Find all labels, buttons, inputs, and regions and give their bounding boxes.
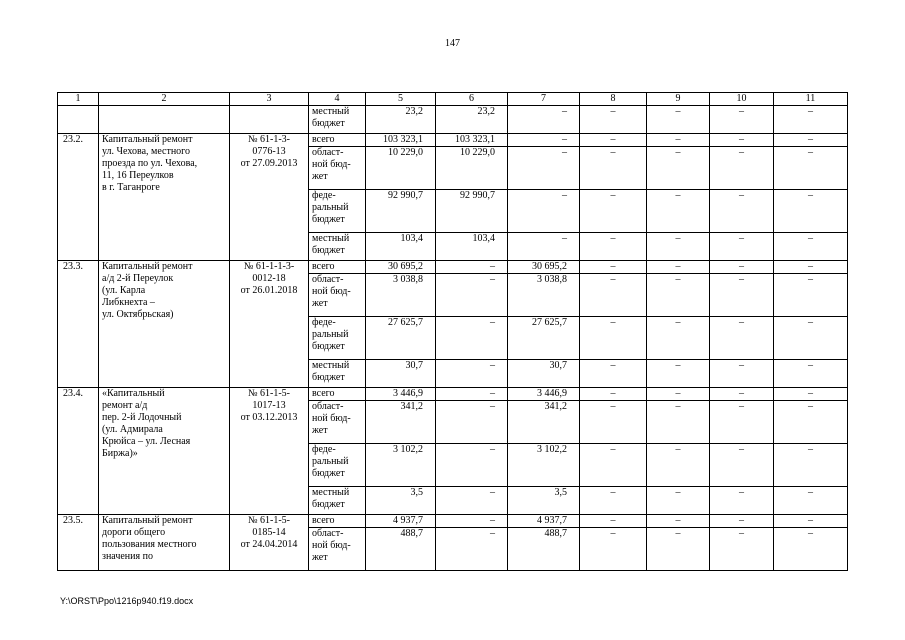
amount-cell: 3,5: [366, 487, 436, 515]
table-row: [58, 134, 848, 147]
amount-cell: –: [436, 317, 508, 360]
dash-cell: –: [710, 401, 774, 444]
dash-cell: –: [710, 190, 774, 233]
header-cell: 4: [309, 93, 366, 106]
item-document: № 61-1-5- 1017-13 от 03.12.2013: [230, 388, 309, 515]
funding-source: всего: [309, 134, 366, 147]
empty-cell: [58, 106, 99, 134]
item-document: № 61-1-5- 0185-14 от 24.04.2014: [230, 515, 309, 571]
amount-cell: 103,4: [436, 233, 508, 261]
dash-cell: –: [774, 388, 848, 401]
amount-cell: –: [508, 106, 580, 134]
amount-cell: 23,2: [436, 106, 508, 134]
dash-cell: –: [774, 134, 848, 147]
item-name: «Капитальный ремонт а/д пер. 2-й Лодочный (ул. Адмирала Крюйса – ул. Лесная Биржа)»: [99, 388, 230, 515]
amount-cell: 103 323,1: [366, 134, 436, 147]
dash-cell: –: [710, 360, 774, 388]
amount-cell: –: [436, 274, 508, 317]
funding-source: област- ной бюд- жет: [309, 401, 366, 444]
amount-cell: –: [436, 388, 508, 401]
funding-source: всего: [309, 515, 366, 528]
amount-cell: 103,4: [366, 233, 436, 261]
amount-cell: 30 695,2: [508, 261, 580, 274]
funding-source: област- ной бюд- жет: [309, 528, 366, 571]
amount-cell: 4 937,7: [508, 515, 580, 528]
dash-cell: –: [710, 261, 774, 274]
dash-cell: –: [647, 134, 710, 147]
amount-cell: –: [508, 134, 580, 147]
amount-cell: 3,5: [508, 487, 580, 515]
amount-cell: 3 038,8: [366, 274, 436, 317]
table-body: [58, 106, 848, 571]
table-row: [58, 261, 848, 274]
empty-cell: [99, 106, 230, 134]
amount-cell: 30 695,2: [366, 261, 436, 274]
dash-cell: –: [774, 487, 848, 515]
item-name: Капитальный ремонт дороги общего пользования местного значения по: [99, 515, 230, 571]
dash-cell: –: [710, 134, 774, 147]
dash-cell: –: [774, 401, 848, 444]
budget-table: [57, 92, 848, 571]
amount-cell: –: [436, 444, 508, 487]
header-cell: 11: [774, 93, 848, 106]
funding-source: местный бюджет: [309, 487, 366, 515]
dash-cell: –: [647, 487, 710, 515]
item-document: № 61-1-3- 0776-13 от 27.09.2013: [230, 134, 309, 261]
dash-cell: –: [647, 528, 710, 571]
header-cell: 3: [230, 93, 309, 106]
empty-cell: [230, 106, 309, 134]
amount-cell: 3 446,9: [508, 388, 580, 401]
header-cell: 5: [366, 93, 436, 106]
dash-cell: –: [710, 487, 774, 515]
dash-cell: –: [580, 444, 647, 487]
funding-source: феде- ральный бюджет: [309, 190, 366, 233]
dash-cell: –: [774, 233, 848, 261]
dash-cell: –: [774, 317, 848, 360]
amount-cell: 30,7: [508, 360, 580, 388]
header-cell: 8: [580, 93, 647, 106]
dash-cell: –: [580, 528, 647, 571]
amount-cell: 103 323,1: [436, 134, 508, 147]
dash-cell: –: [710, 233, 774, 261]
item-document: № 61-1-1-3- 0012-18 от 26.01.2018: [230, 261, 309, 388]
amount-cell: –: [436, 487, 508, 515]
dash-cell: –: [580, 317, 647, 360]
dash-cell: –: [580, 106, 647, 134]
funding-source: местный бюджет: [309, 106, 366, 134]
item-name: Капитальный ремонт ул. Чехова, местного проезда по ул. Чехова, 11, 16 Переулков в г. Таганроге: [99, 134, 230, 261]
header-cell: 9: [647, 93, 710, 106]
table-row: [58, 515, 848, 528]
table-row: [58, 388, 848, 401]
amount-cell: 27 625,7: [508, 317, 580, 360]
amount-cell: 23,2: [366, 106, 436, 134]
item-number: 23.3.: [58, 261, 99, 388]
amount-cell: 30,7: [366, 360, 436, 388]
amount-cell: 3 102,2: [508, 444, 580, 487]
item-name: Капитальный ремонт а/д 2-й Переулок (ул. Карла Либкнехта – ул. Октябрьская): [99, 261, 230, 388]
item-number: 23.2.: [58, 134, 99, 261]
dash-cell: –: [647, 106, 710, 134]
dash-cell: –: [580, 147, 647, 190]
dash-cell: –: [647, 401, 710, 444]
dash-cell: –: [710, 528, 774, 571]
funding-source: местный бюджет: [309, 233, 366, 261]
dash-cell: –: [710, 444, 774, 487]
page-number: 147: [445, 38, 460, 49]
amount-cell: –: [436, 360, 508, 388]
dash-cell: –: [710, 515, 774, 528]
dash-cell: –: [647, 274, 710, 317]
amount-cell: 10 229,0: [366, 147, 436, 190]
funding-source: област- ной бюд- жет: [309, 274, 366, 317]
file-path-footer: Y:\ORST\Ppo\1216p940.f19.docx: [60, 596, 194, 606]
amount-cell: 341,2: [366, 401, 436, 444]
dash-cell: –: [647, 147, 710, 190]
dash-cell: –: [580, 274, 647, 317]
dash-cell: –: [710, 388, 774, 401]
amount-cell: 10 229,0: [436, 147, 508, 190]
dash-cell: –: [774, 190, 848, 233]
dash-cell: –: [580, 190, 647, 233]
amount-cell: 4 937,7: [366, 515, 436, 528]
dash-cell: –: [647, 360, 710, 388]
amount-cell: 92 990,7: [366, 190, 436, 233]
amount-cell: –: [508, 233, 580, 261]
dash-cell: –: [580, 233, 647, 261]
funding-source: област- ной бюд- жет: [309, 147, 366, 190]
dash-cell: –: [647, 190, 710, 233]
funding-source: феде- ральный бюджет: [309, 444, 366, 487]
header-cell: 1: [58, 93, 99, 106]
dash-cell: –: [580, 388, 647, 401]
dash-cell: –: [580, 360, 647, 388]
header-cell: 6: [436, 93, 508, 106]
dash-cell: –: [647, 317, 710, 360]
dash-cell: –: [580, 261, 647, 274]
amount-cell: –: [436, 528, 508, 571]
dash-cell: –: [710, 317, 774, 360]
dash-cell: –: [647, 515, 710, 528]
header-cell: 10: [710, 93, 774, 106]
funding-source: всего: [309, 261, 366, 274]
dash-cell: –: [710, 147, 774, 190]
dash-cell: –: [774, 444, 848, 487]
amount-cell: –: [508, 190, 580, 233]
dash-cell: –: [647, 233, 710, 261]
funding-source: местный бюджет: [309, 360, 366, 388]
item-number: 23.4.: [58, 388, 99, 515]
amount-cell: 27 625,7: [366, 317, 436, 360]
funding-source: феде- ральный бюджет: [309, 317, 366, 360]
dash-cell: –: [580, 401, 647, 444]
dash-cell: –: [710, 106, 774, 134]
dash-cell: –: [774, 515, 848, 528]
dash-cell: –: [774, 274, 848, 317]
amount-cell: –: [436, 261, 508, 274]
amount-cell: –: [436, 401, 508, 444]
item-number: 23.5.: [58, 515, 99, 571]
amount-cell: 488,7: [366, 528, 436, 571]
amount-cell: 3 038,8: [508, 274, 580, 317]
amount-cell: 341,2: [508, 401, 580, 444]
dash-cell: –: [774, 147, 848, 190]
header-cell: 7: [508, 93, 580, 106]
dash-cell: –: [580, 515, 647, 528]
amount-cell: 92 990,7: [436, 190, 508, 233]
dash-cell: –: [774, 261, 848, 274]
dash-cell: –: [774, 106, 848, 134]
dash-cell: –: [774, 528, 848, 571]
amount-cell: –: [436, 515, 508, 528]
dash-cell: –: [710, 274, 774, 317]
dash-cell: –: [580, 487, 647, 515]
dash-cell: –: [647, 388, 710, 401]
header-cell: 2: [99, 93, 230, 106]
dash-cell: –: [580, 134, 647, 147]
amount-cell: –: [508, 147, 580, 190]
amount-cell: 488,7: [508, 528, 580, 571]
header-row: [58, 93, 848, 106]
table-row: [58, 106, 848, 134]
dash-cell: –: [647, 261, 710, 274]
dash-cell: –: [647, 444, 710, 487]
funding-source: всего: [309, 388, 366, 401]
amount-cell: 3 102,2: [366, 444, 436, 487]
amount-cell: 3 446,9: [366, 388, 436, 401]
dash-cell: –: [774, 360, 848, 388]
